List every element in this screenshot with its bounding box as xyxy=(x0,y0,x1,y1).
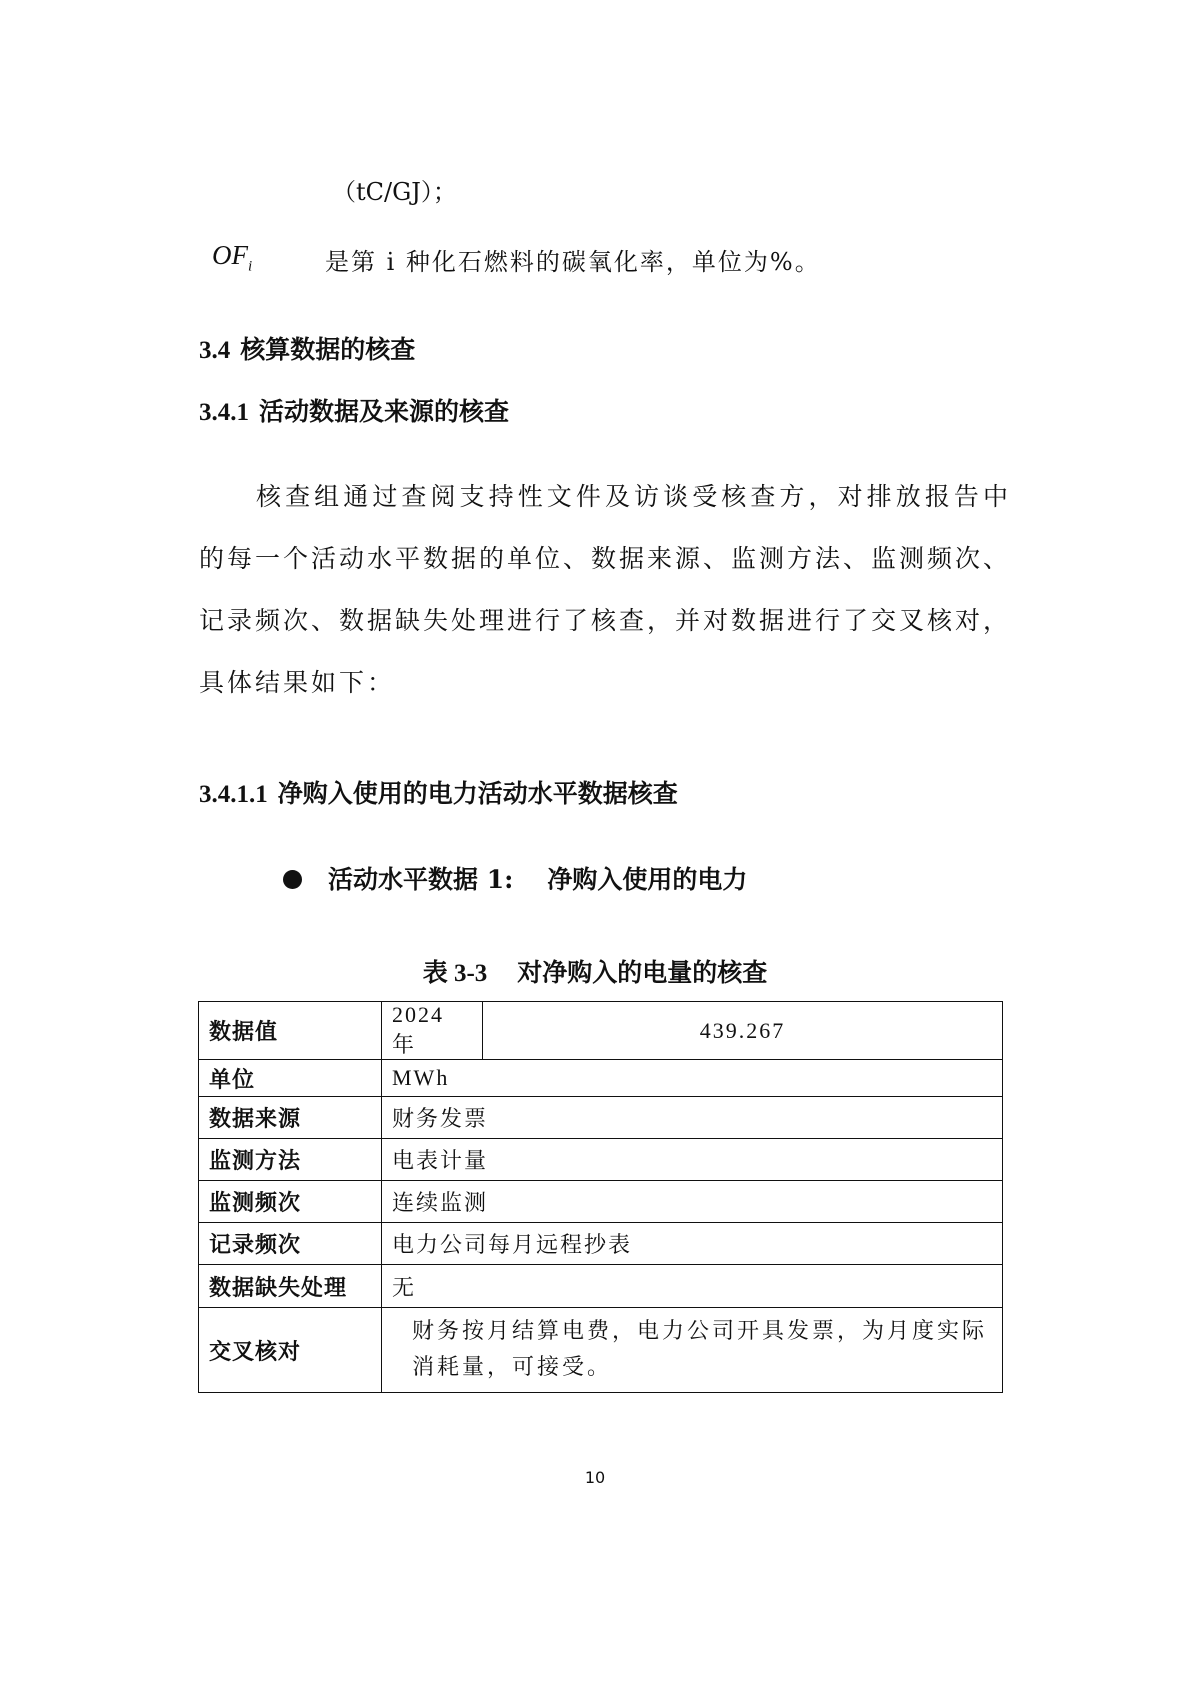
data-year: 2024 年 xyxy=(382,1002,483,1060)
subsubsection-number: 3.4.1.1 xyxy=(199,781,268,808)
row-value: 连续监测 xyxy=(382,1181,1003,1223)
row-value: 电力公司每月远程抄表 xyxy=(382,1223,1003,1265)
page-number: 10 xyxy=(584,1468,606,1487)
variable-definition xyxy=(212,240,821,276)
table-row xyxy=(199,1097,1003,1139)
data-value: 439.267 xyxy=(483,1002,1003,1060)
row-label: 记录频次 xyxy=(199,1223,382,1265)
table-row xyxy=(199,1002,1003,1060)
section-number: 3.4 xyxy=(199,337,231,364)
row-label: 数据缺失处理 xyxy=(199,1265,382,1308)
subsection-heading xyxy=(199,392,509,428)
variable-symbol: $OF_i$ xyxy=(212,240,253,275)
table-caption xyxy=(0,953,1190,989)
row-label: 数据值 xyxy=(199,1002,382,1060)
section-heading xyxy=(199,330,415,366)
table-row xyxy=(199,1265,1003,1308)
row-label: 单位 xyxy=(199,1060,382,1097)
row-label: 交叉核对 xyxy=(199,1308,382,1393)
bullet-label: 活动水平数据 1: xyxy=(328,865,514,894)
unit-line: （tC/GJ）； xyxy=(332,178,457,206)
row-value: 财务按月结算电费，电力公司开具发票，为月度实际消耗量，可接受。 xyxy=(382,1308,1003,1393)
table-row xyxy=(199,1181,1003,1223)
row-label: 监测方法 xyxy=(199,1139,382,1181)
subsection-title: 活动数据及来源的核查 xyxy=(259,397,510,426)
table-number: 表 3-3 xyxy=(422,960,488,987)
table-title: 对净购入的电量的核查 xyxy=(517,958,768,987)
row-value: 财务发票 xyxy=(382,1097,1003,1139)
bullet-value: 净购入使用的电力 xyxy=(547,865,748,894)
row-value: 电表计量 xyxy=(382,1139,1003,1181)
row-label: 监测频次 xyxy=(199,1181,382,1223)
body-paragraph: 核查组通过查阅支持性文件及访谈受核查方，对排放报告中的每一个活动水平数据的单位、数据来源、监测方法、监测频次、记录频次、数据缺失处理进行了核查，并对数据进行了交叉核对，具体结果如下： xyxy=(199,482,1012,697)
activity-bullet xyxy=(283,860,747,896)
subsubsection-heading xyxy=(199,774,678,810)
row-value: MWh xyxy=(382,1060,1003,1097)
section-title: 核算数据的核查 xyxy=(240,335,416,364)
subsection-number: 3.4.1 xyxy=(199,399,249,426)
bullet-dot-icon xyxy=(283,870,302,889)
table-row xyxy=(199,1223,1003,1265)
table-row xyxy=(199,1308,1003,1393)
subsubsection-title: 净购入使用的电力活动水平数据核查 xyxy=(277,779,678,808)
table-row xyxy=(199,1139,1003,1181)
row-label: 数据来源 xyxy=(199,1097,382,1139)
table-row xyxy=(199,1060,1003,1097)
electricity-check-table xyxy=(198,1001,1003,1393)
row-value: 无 xyxy=(382,1265,1003,1308)
variable-description: 是第 i 种化石燃料的碳氧化率，单位为%。 xyxy=(325,248,821,276)
